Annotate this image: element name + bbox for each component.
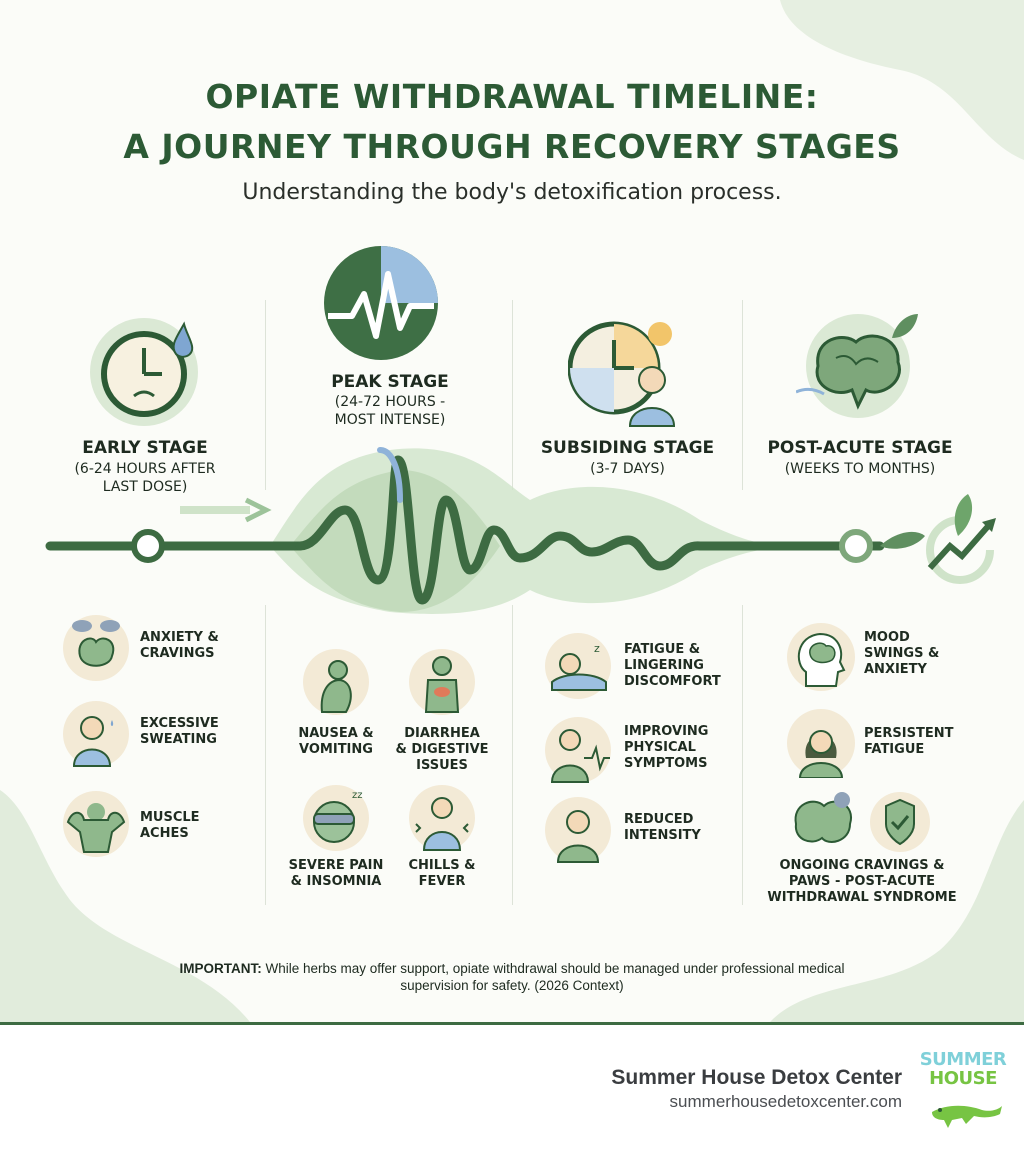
shivering-person-icon	[408, 784, 476, 852]
symptom-label: ANXIETY & CRAVINGS	[140, 630, 219, 661]
stage-timing-early: (6-24 HOURS AFTER LAST DOSE)	[74, 461, 216, 495]
stage-timing-post-acute: (WEEKS TO MONTHS)	[784, 461, 936, 477]
logo-line-2: HOUSE	[929, 1068, 997, 1089]
brain-shield-icon	[790, 790, 930, 854]
timeline-wave	[0, 440, 1024, 620]
nausea-person-icon	[302, 648, 370, 716]
column-divider	[742, 605, 743, 905]
heartbeat-person-icon	[544, 716, 612, 784]
stage-title-subsiding: SUBSIDING STAGE	[540, 438, 715, 458]
sweating-person-icon	[62, 700, 130, 768]
svg-text:z: z	[594, 642, 600, 655]
stage-title-peak: PEAK STAGE	[331, 372, 449, 392]
brain-leaf-icon	[796, 308, 922, 418]
symptom-label: EXCESSIVE SWEATING	[140, 716, 219, 747]
column-divider	[512, 605, 513, 905]
head-brain-icon	[786, 622, 856, 692]
column-divider	[265, 605, 266, 905]
symptom-label: SEVERE PAIN & INSOMNIA	[288, 858, 384, 889]
sleep-mask-icon	[302, 784, 370, 852]
title-line-1: OPIATE WITHDRAWAL TIMELINE:	[205, 77, 819, 116]
stage-timing-subsiding: (3-7 DAYS)	[590, 461, 665, 477]
symptom-label: IMPROVING PHYSICAL SYMPTOMS	[624, 724, 709, 771]
stage-title-post-acute: POST-ACUTE STAGE	[767, 438, 953, 458]
sleeping-person-icon	[544, 632, 612, 700]
symptom-label: REDUCED INTENSITY	[624, 812, 701, 843]
title-line-2: A JOURNEY THROUGH RECOVERY STAGES	[123, 127, 901, 166]
tired-woman-icon	[786, 708, 856, 778]
brain-storm-icon	[62, 614, 130, 682]
note-text: While herbs may offer support, opiate withdrawal should be managed under professional medical supervision for safety. (2026 Context)	[261, 961, 845, 993]
symptom-label: FATIGUE & LINGERING DISCOMFORT	[624, 642, 721, 689]
svg-text:zz: zz	[352, 790, 363, 801]
muscle-icon	[62, 790, 130, 858]
brand-url[interactable]: summerhousedetoxcenter.com	[669, 1092, 902, 1111]
stage-title-early: EARLY STAGE	[82, 438, 208, 458]
stomach-pain-icon	[408, 648, 476, 716]
symptom-label: DIARRHEA & DIGESTIVE ISSUES	[395, 726, 489, 773]
symptom-label: MUSCLE ACHES	[140, 810, 200, 841]
symptom-label: ONGOING CRAVINGS & PAWS - POST-ACUTE WITHDRAWAL SYNDROME	[767, 858, 957, 905]
page-title	[0, 72, 1024, 172]
symptom-label: NAUSEA & VOMITING	[298, 726, 374, 757]
symptom-label: PERSISTENT FATIGUE	[864, 726, 954, 757]
page-subtitle: Understanding the body's detoxification process.	[242, 180, 782, 205]
clock-tear-icon	[86, 316, 206, 428]
gecko-logo-icon	[926, 1090, 1006, 1130]
brand-name: Summer House Detox Center	[611, 1066, 902, 1089]
heartbeat-circle-icon	[322, 244, 440, 362]
logo-line-1: SUMMER	[919, 1049, 1007, 1070]
clock-sun-person-icon	[568, 318, 688, 428]
important-note	[150, 960, 874, 994]
summer-house-logo	[918, 1050, 1008, 1088]
symptom-label: CHILLS & FEVER	[408, 858, 476, 889]
stage-timing-peak: (24-72 HOURS - MOST INTENSE)	[334, 394, 446, 428]
symptom-label: MOOD SWINGS & ANXIETY	[864, 630, 940, 677]
calm-person-icon	[544, 796, 612, 864]
note-label: IMPORTANT:	[179, 961, 262, 976]
